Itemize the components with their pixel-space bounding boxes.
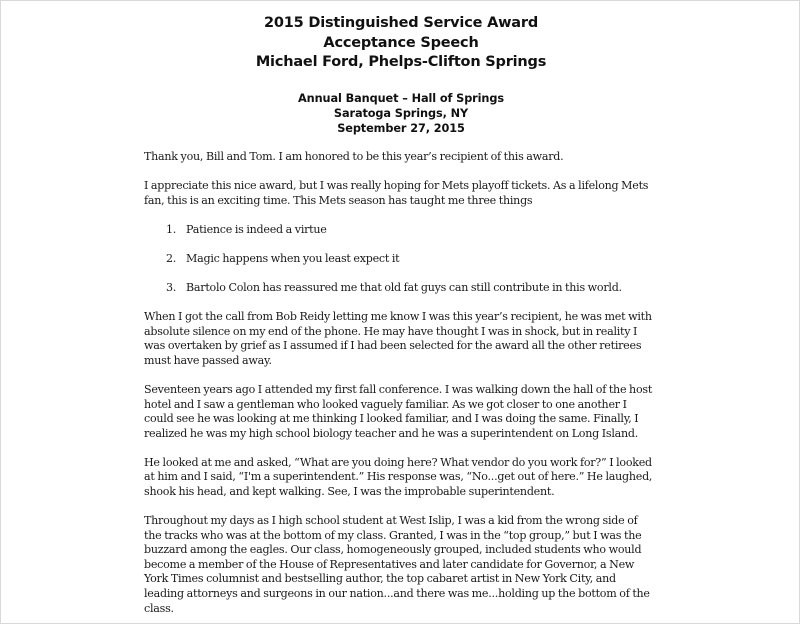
- text-line: Throughout my days as I high school student at West Islip, I was a kid from the wrong side of: [144, 514, 638, 528]
- three-things-list: [144, 223, 674, 296]
- document-title: [1, 14, 800, 73]
- paragraph-conference: [144, 383, 674, 441]
- text-line: fan, this is an exciting time. This Mets season has taught me three things: [144, 193, 533, 207]
- text-line: absolute silence on my end of the phone. He may have thought I was in shock, but in reality I: [144, 324, 638, 338]
- title-line-speech: Acceptance Speech: [323, 34, 479, 51]
- text-line: the tracks who was at the bottom of my class. Granted, I was in the “top group,” but I was the: [144, 528, 642, 542]
- speech-body: [144, 150, 674, 631]
- list-text: Bartolo Colon has reassured me that old fat guys can still contribute in this world.: [186, 280, 622, 294]
- text-line: buzzard among the eagles. Our class, homogeneously grouped, included students who would: [144, 543, 642, 557]
- paragraph-superintendent: [144, 456, 674, 500]
- event-location: Saratoga Springs, NY: [333, 107, 469, 120]
- event-name: Annual Banquet – Hall of Springs: [298, 92, 504, 105]
- title-line-speaker: Michael Ford, Phelps-Clifton Springs: [255, 54, 547, 70]
- text-line: was overtaken by grief as I assumed if I had been selected for the award all the other retirees: [144, 339, 642, 353]
- title-line-award: 2015 Distinguished Service Award: [263, 15, 538, 31]
- list-text: Patience is indeed a virtue: [186, 222, 327, 236]
- text-line: York Times columnist and bestselling author, the top cabaret artist in New York City, and: [144, 572, 616, 586]
- list-text: Magic happens when you least expect it: [186, 251, 400, 265]
- list-number: 1.: [166, 222, 177, 236]
- text-line: become a member of the House of Representatives and later candidate for Governor, a New: [144, 557, 635, 571]
- paragraph-high-school: [144, 514, 674, 616]
- list-number: 2.: [166, 251, 177, 265]
- text-line: at him and I said, “I'm a superintendent.” His response was, “No...get out of here.” He laughed,: [144, 470, 653, 484]
- text-line: could see he was looking at me thinking I looked familiar, and I was doing the same. Finally, I: [144, 412, 639, 426]
- event-date: September 27, 2015: [337, 122, 465, 135]
- list-number: 3.: [166, 280, 177, 294]
- list-item: [144, 223, 674, 238]
- text-line: shook his head, and kept walking. See, I was the improbable superintendent.: [144, 485, 555, 498]
- paragraph-call: [144, 310, 674, 368]
- text-line: realized he was my high school biology teacher and he was a superintendent on Long Island.: [144, 426, 639, 440]
- text-line: class.: [144, 601, 174, 615]
- event-info: [1, 91, 800, 136]
- list-item: [144, 281, 674, 296]
- paragraph-mets: [144, 179, 674, 208]
- text-line: must have passed away.: [144, 353, 272, 367]
- text-line: When I got the call from Bob Reidy letting me know I was this year’s recipient, he was met with: [144, 310, 652, 324]
- text-line: leading attorneys and surgeons in our nation...and there was me...holding up the bottom of the: [144, 587, 650, 601]
- list-item: [144, 252, 674, 267]
- text-line: Thank you, Bill and Tom. I am honored to be this year’s recipient of this award.: [144, 150, 564, 163]
- text-line: Seventeen years ago I attended my first fall conference. I was walking down the hall of the host: [144, 382, 653, 396]
- text-line: He looked at me and asked, “What are you doing here? What vendor do you work for?” I looked: [144, 455, 652, 469]
- paragraph-thanks: [144, 150, 674, 165]
- text-line: hotel and I saw a gentleman who looked vaguely familiar. As we got closer to one another I: [144, 397, 627, 411]
- text-line: I appreciate this nice award, but I was really hoping for Mets playoff tickets. As a lifelong Mets: [144, 179, 649, 193]
